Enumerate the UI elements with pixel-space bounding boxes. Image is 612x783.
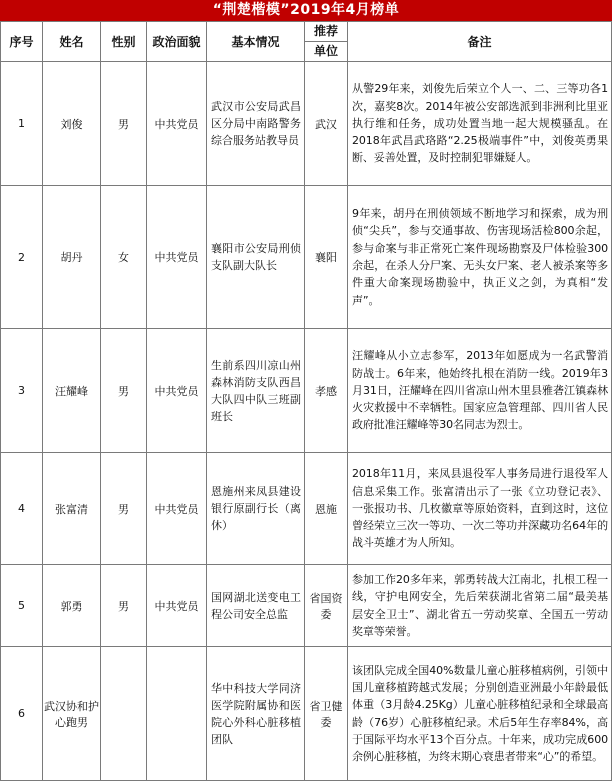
row-name: 胡丹 [43,186,101,329]
row-recommend: 省卫健委 [305,647,348,781]
row-index: 6 [1,647,43,781]
header-recommend [305,22,348,62]
row-name: 汪耀峰 [43,329,101,453]
row-remarks: 该团队完成全国40%数量儿童心脏移植病例，引领中国儿童移植跨越式发展；分别创造亚洲最小年龄最低体重（3月龄4.25Kg）儿童心脏移植纪录和全球最高龄（76岁）心脏移植纪录。术后5年生存率84%，高于国际平均水平13个百分点。十年来，成功完成600余例心脏移植，为终末期心衰患者带来“心”的希望。 [348,647,612,781]
row-basic: 华中科技大学同济医学院附属协和医院心外科心脏移植团队 [207,647,305,781]
row-recommend: 武汉 [305,62,348,186]
row-basic: 襄阳市公安局刑侦支队副大队长 [207,186,305,329]
header-index: 序号 [1,22,43,62]
row-politics [147,647,207,781]
header-gender: 性别 [101,22,147,62]
row-politics: 中共党员 [147,329,207,453]
header-name: 姓名 [43,22,101,62]
row-politics: 中共党员 [147,565,207,647]
row-recommend: 省国资委 [305,565,348,647]
table-row [1,565,612,647]
header-remarks: 备注 [348,22,612,62]
row-index: 2 [1,186,43,329]
row-recommend: 襄阳 [305,186,348,329]
row-index: 3 [1,329,43,453]
row-remarks: 汪耀峰从小立志参军，2013年如愿成为一名武警消防战士。6年来，他始终扎根在消防一线。2019年3月31日，汪耀峰在四川省凉山州木里县雅砻江镇森林火灾救援中不幸牺牲。国家应急管理部、四川省人民政府批准汪耀峰等30名同志为烈士。 [348,329,612,453]
table-row [1,453,612,565]
table-row [1,647,612,781]
row-name: 郭勇 [43,565,101,647]
table-row [1,186,612,329]
table-header-row [1,22,612,62]
row-basic: 恩施州来凤县建设银行原副行长（离休） [207,453,305,565]
row-index: 5 [1,565,43,647]
row-politics: 中共党员 [147,62,207,186]
row-politics: 中共党员 [147,453,207,565]
row-gender: 男 [101,453,147,565]
row-index: 1 [1,62,43,186]
row-basic: 武汉市公安局武昌区分局中南路警务综合服务站教导员 [207,62,305,186]
row-index: 4 [1,453,43,565]
row-recommend: 恩施 [305,453,348,565]
ranking-table [0,21,612,781]
row-gender: 男 [101,565,147,647]
page-title: “荆楚楷模”2019年4月榜单 [0,0,612,21]
row-remarks: 9年来，胡丹在刑侦领域不断地学习和探索，成为刑侦“尖兵”，参与交通事故、伤害现场活检800余起，参与命案与非正常死亡案件现场勘察及尸体检验300余起，在杀人分尸案、无头女尸案、老人被杀案等多件重大命案现场勘验中，执正义之剑，为真相“发声”。 [348,186,612,329]
row-remarks: 2018年11月，来凤县退役军人事务局进行退役军人信息采集工作。张富清出示了一张《立功登记表》、一张报功书、几枚徽章等原始资料，直到这时，这位曾经荣立三次一等功、一次二等功并深藏功名64年的战斗英雄才为人所知。 [348,453,612,565]
row-remarks: 从警29年来，刘俊先后荣立个人一、二、三等功各1次，嘉奖8次。2014年被公安部选派到非洲利比里亚执行维和任务，成功处置当地一起大规模骚乱。在2018年武昌武珞路“2.25极端事件”中，刘俊英勇果断、妥善处置，及时控制犯罪嫌疑人。 [348,62,612,186]
row-recommend: 孝感 [305,329,348,453]
table-row [1,329,612,453]
row-politics: 中共党员 [147,186,207,329]
row-name: 武汉协和护心跑男 [43,647,101,781]
row-gender: 男 [101,62,147,186]
row-remarks: 参加工作20多年来，郭勇转战大江南北，扎根工程一线，守护电网安全，先后荣获湖北省第二届“最美基层安全卫士”、湖北省五一劳动奖章、全国五一劳动奖章等荣誉。 [348,565,612,647]
row-basic: 生前系四川凉山州森林消防支队西昌大队四中队三班副班长 [207,329,305,453]
header-recommend-top: 推荐 [305,22,347,42]
row-name: 刘俊 [43,62,101,186]
row-gender [101,647,147,781]
row-basic: 国网湖北送变电工程公司安全总监 [207,565,305,647]
header-recommend-bottom: 单位 [313,44,338,58]
row-name: 张富清 [43,453,101,565]
row-gender: 男 [101,329,147,453]
header-basic: 基本情况 [207,22,305,62]
row-gender: 女 [101,186,147,329]
table-row [1,62,612,186]
header-politics: 政治面貌 [147,22,207,62]
